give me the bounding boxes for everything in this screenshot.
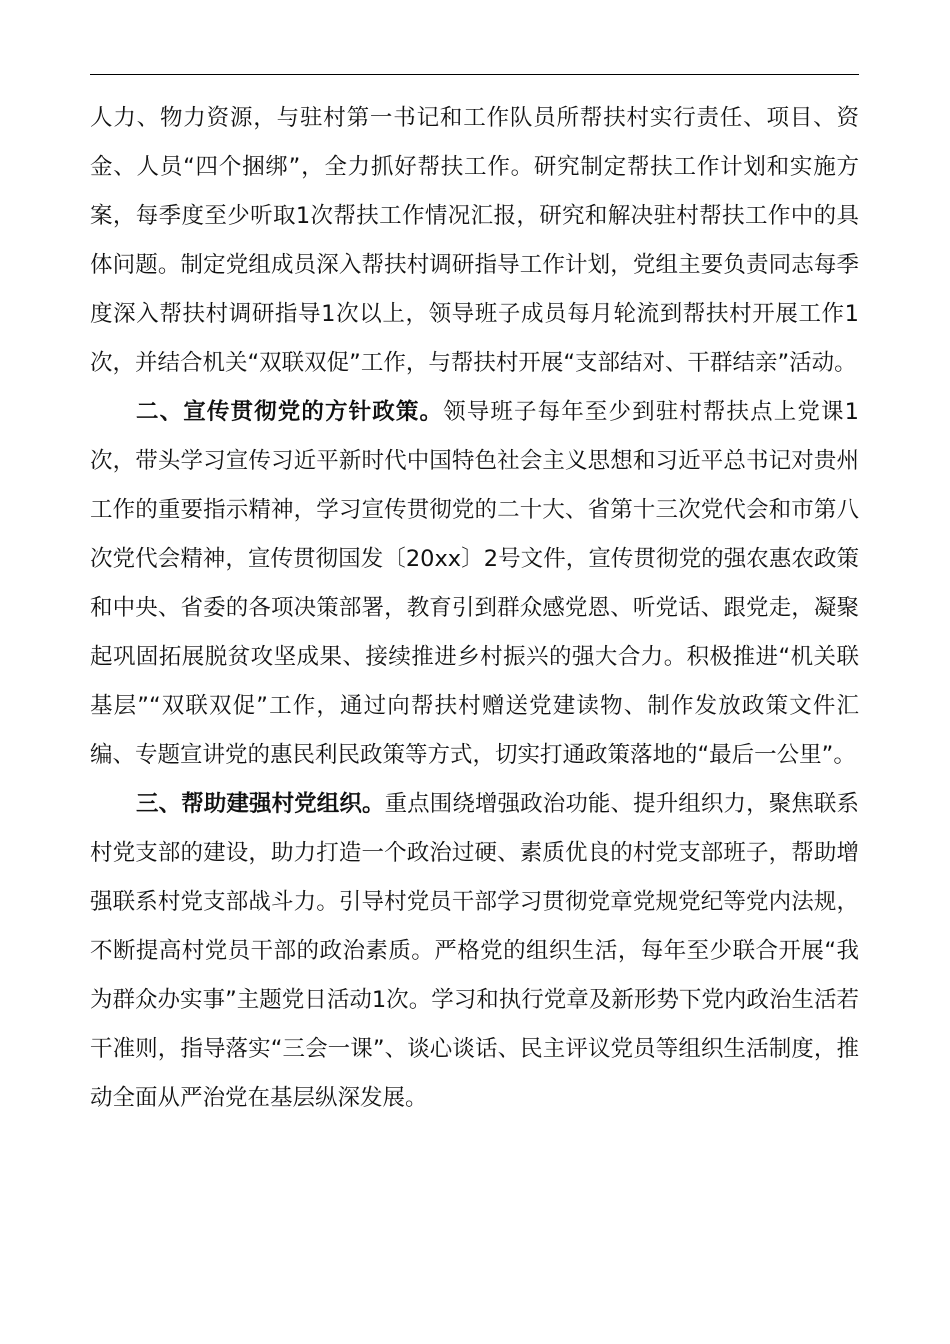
paragraph-continuation xyxy=(90,94,859,388)
paragraph-text: 重点围绕增强政治功能、提升组织力，聚焦联系村党支部的建设，助力打造一个政治过硬、素质优良的村党支部班子，帮助增强联系村党支部战斗力。引导村党员干部学习贯彻党章党规党纪等党内法规，不断提高村党员干部的政治素质。严格党的组织生活，每年至少联合开展“我为群众办实事”主题党日活动1次。学习和执行党章及新形势下党内政治生活若干准则，指导落实“三会一课”、谈心谈话、民主评议党员等组织生活制度，推动全面从严治党在基层纵深发展。 xyxy=(90,791,859,1111)
paragraph-text: 人力、物力资源，与驻村第一书记和工作队员所帮扶村实行责任、项目、资金、人员“四个捆绑”，全力抓好帮扶工作。研究制定帮扶工作计划和实施方案，每季度至少听取1次帮扶工作情况汇报，研究和解决驻村帮扶工作中的具体问题。制定党组成员深入帮扶村调研指导工作计划，党组主要负责同志每季度深入帮扶村调研指导1次以上，领导班子成员每月轮流到帮扶村开展工作1次，并结合机关“双联双促”工作，与帮扶村开展“支部结对、干群结亲”活动。 xyxy=(90,105,859,376)
section-heading-two: 二、宣传贯彻党的方针政策。 xyxy=(136,399,444,425)
header-rule xyxy=(90,74,859,75)
section-heading-three: 三、帮助建强村党组织。 xyxy=(136,791,385,817)
paragraph-section-two xyxy=(90,388,859,780)
document-body xyxy=(90,94,859,1123)
paragraph-section-three xyxy=(90,780,859,1123)
paragraph-text: 领导班子每年至少到驻村帮扶点上党课1次，带头学习宣传习近平新时代中国特色社会主义思想和习近平总书记对贵州工作的重要指示精神，学习宣传贯彻党的二十大、省第十三次党代会和市第八次党代会精神，宣传贯彻国发〔20xx〕2号文件，宣传贯彻党的强农惠农政策和中央、省委的各项决策部署，教育引到群众感党恩、听党话、跟党走，凝聚起巩固拓展脱贫攻坚成果、接续推进乡村振兴的强大合力。积极推进“机关联基层”“双联双促”工作，通过向帮扶村赠送党建读物、制作发放政策文件汇编、专题宣讲党的惠民利民政策等方式，切实打通政策落地的“最后一公里”。 xyxy=(90,399,859,768)
